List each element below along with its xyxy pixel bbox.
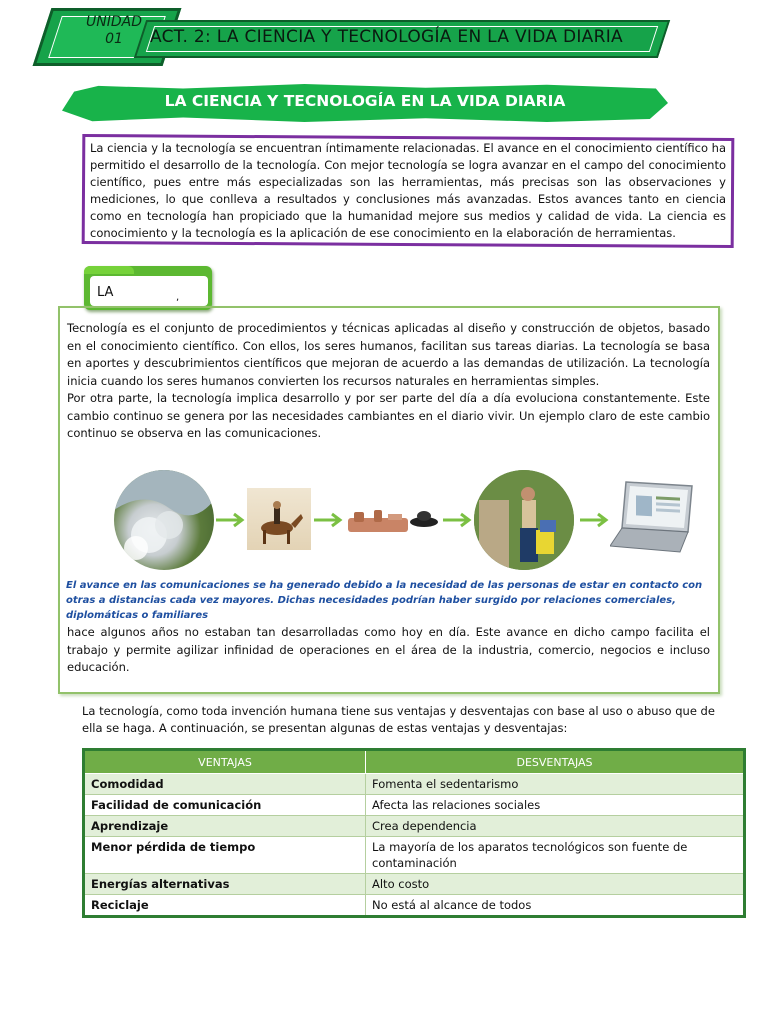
intro-text: La ciencia y la tecnología se encuentran íntimamente relacionadas. El avance en el conocimiento científico ha permitido el desarrollo de la tecnología. Con mejor tecnología se logra avanzar en el campo del conocimiento científico, pues entre más especializadas son las herramientas, más precisas son las observaciones y mediciones, lo que conlleva a resultados y conclusiones más avanzadas. Estos avances tanto en ciencia como en tecnología han propiciado que la humanidad mejore sus medios y calidad de vida. La ciencia es conocimiento y la tecnología es la aplicación de ese conocimiento en la elaboración de herramientas. (90, 141, 726, 240)
arrow-3-icon (443, 512, 473, 528)
section-tab-mark: , (176, 292, 180, 303)
horse-rider-image (247, 488, 311, 550)
arrow-4-icon (580, 512, 610, 528)
smoke-signal-image (114, 470, 214, 570)
disadvantage-cell: La mayoría de los aparatos tecnológicos son fuente de contaminación (366, 837, 745, 874)
advantage-cell: Reciclaje (84, 895, 366, 917)
technology-paragraph-2: Por otra parte, la tecnología implica desarrollo y por ser parte del día a día evoluciona constantemente. Este cambio continuo se genera por las necesidades cambiantes en el diario vivir. Un ejemplo claro de este cambio continuo se observa en las comunicaciones. (67, 391, 710, 440)
advantage-cell: Aprendizaje (84, 816, 366, 837)
advantage-cell: Menor pérdida de tiempo (84, 837, 366, 874)
header-disadvantages: DESVENTAJAS (366, 750, 745, 774)
disadvantage-cell: Afecta las relaciones sociales (366, 795, 745, 816)
disadvantage-cell: Crea dependencia (366, 816, 745, 837)
table-row (84, 837, 745, 874)
section-tab-label: LA (97, 285, 114, 300)
technology-paragraph-3: hace algunos años no estaban tan desarrolladas como hoy en día. Este avance en dicho campo facilita el trabajo y permite agilizar infinidad de operaciones en el área de la industria, comercio, negocios e incluso educación. (67, 625, 710, 674)
disadvantage-cell: Fomenta el sedentarismo (366, 774, 745, 795)
advantage-cell: Energías alternativas (84, 874, 366, 895)
telegraph-image (344, 500, 442, 540)
activity-title: ACT. 2: LA CIENCIA Y TECNOLOGÍA EN LA VIDA DIARIA (150, 27, 623, 47)
unit-label: UNIDAD 01 (86, 14, 142, 47)
pros-cons-table (82, 748, 746, 918)
table-row (84, 774, 745, 795)
header-advantages: VENTAJAS (84, 750, 366, 774)
mail-carrier-image (474, 470, 574, 570)
table-row (84, 795, 745, 816)
technology-text (67, 320, 710, 443)
disadvantage-cell: No está al alcance de todos (366, 895, 745, 917)
table-row (84, 816, 745, 837)
image-caption: El avance en las comunicaciones se ha generado debido a la necesidad de las personas de estar en contacto con otras a distancias cada vez mayores. Dichas necesidades podrían haber surgido por relaciones comerciales, diplomáticas o familiares (66, 580, 703, 621)
table-header-row (84, 750, 745, 774)
disadvantage-cell: Alto costo (366, 874, 745, 895)
advantage-cell: Facilidad de comunicación (84, 795, 366, 816)
laptop-image (610, 478, 696, 558)
advantage-cell: Comodidad (84, 774, 366, 795)
arrow-1-icon (216, 512, 246, 528)
technology-paragraph-1: Tecnología es el conjunto de procedimientos y técnicas aplicadas al diseño y construcción de objetos, basado en el conocimiento científico. Con ellos, los seres humanos, facilitan sus tareas diarias. La tecnología se basa en aportes y descubrimientos científicos que mejoran de acuerdo a las demandas de utilización. La tecnología inicia cuando los seres humanos convierten los recursos naturales en herramientas simples. (67, 321, 710, 388)
table-row (84, 895, 745, 917)
arrow-2-icon (314, 512, 344, 528)
main-title: LA CIENCIA Y TECNOLOGÍA EN LA VIDA DIARIA (164, 92, 566, 110)
table-row (84, 874, 745, 895)
pros-cons-intro: La tecnología, como toda invención humana tiene sus ventajas y desventajas con base al uso o abuso que de ella se haga. A continuación, se presentan algunas de estas ventajas y desventajas: (82, 704, 715, 735)
